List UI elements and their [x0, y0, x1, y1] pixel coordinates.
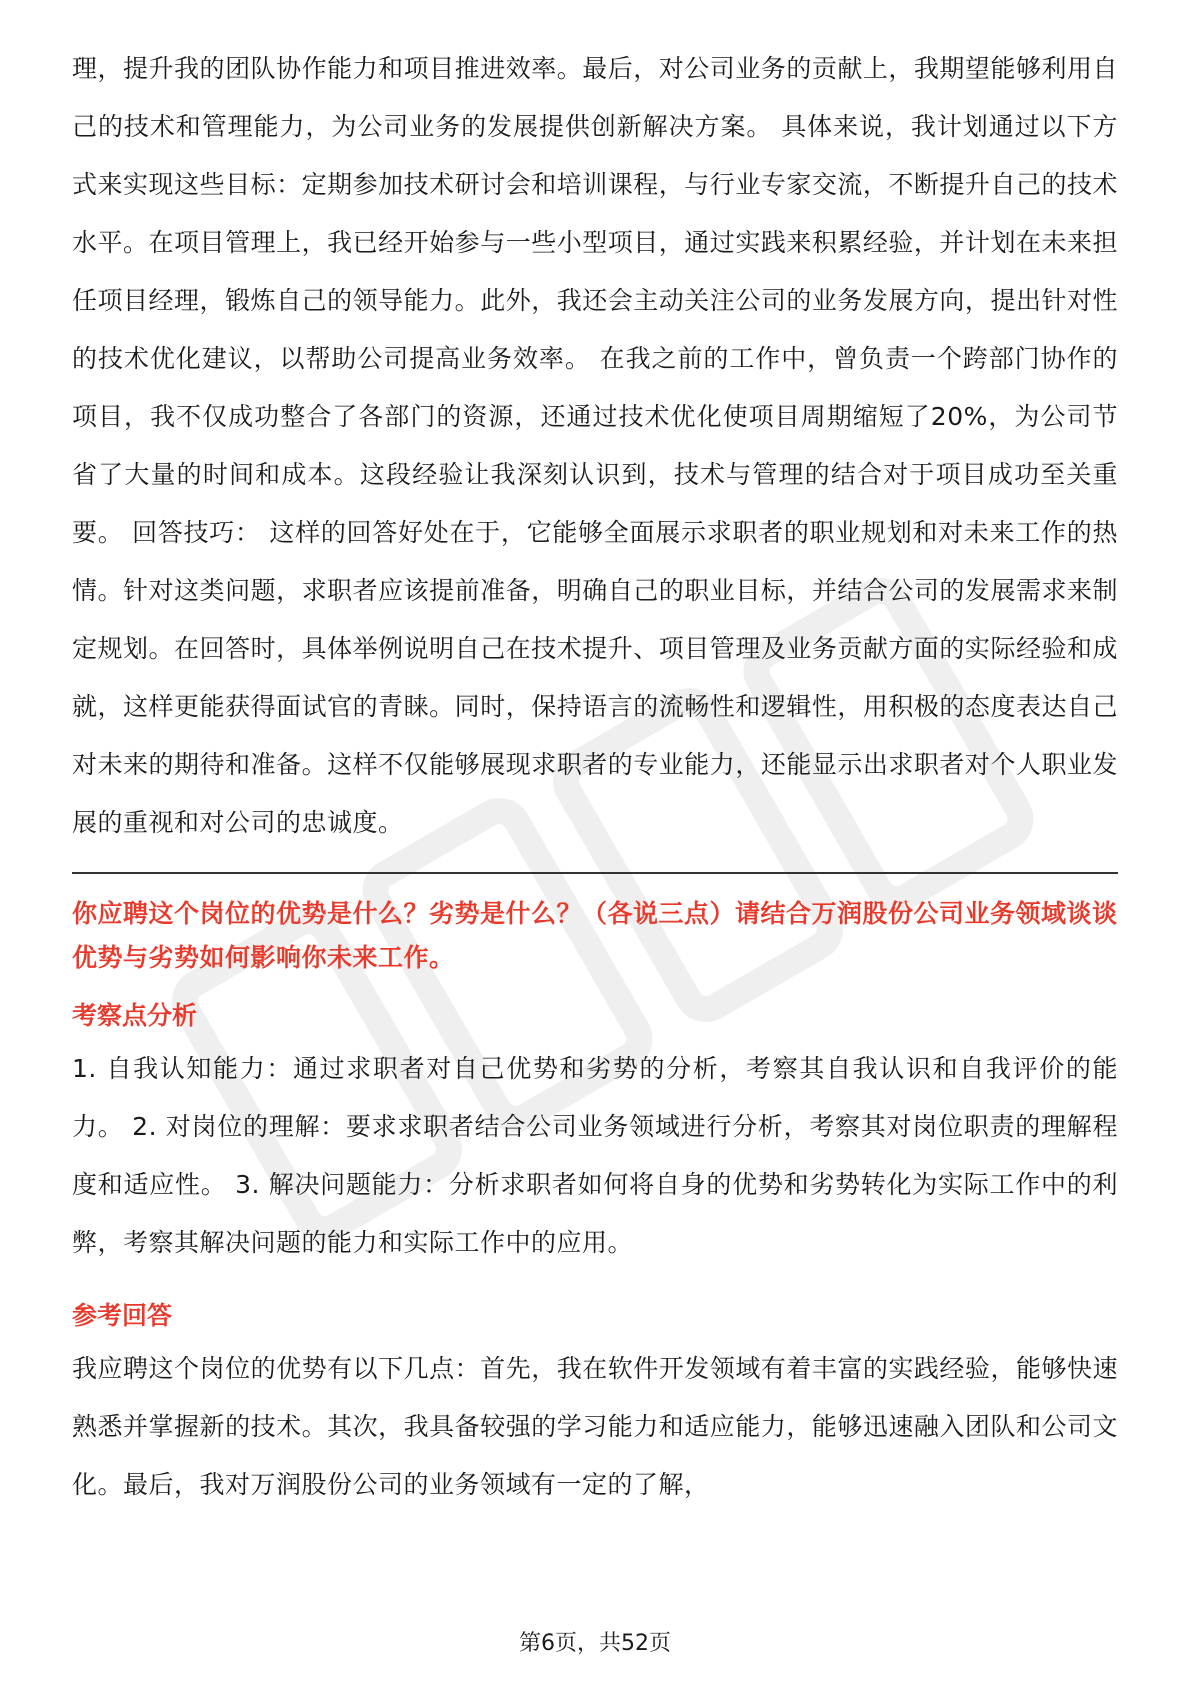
document-page	[72, 40, 1118, 1514]
question-title: 你应聘这个岗位的优势是什么？劣势是什么？（各说三点）请结合万润股份公司业务领域谈谈优势与劣势如何影响你未来工作。	[72, 899, 1118, 972]
section-divider	[72, 872, 1118, 874]
page-number: 第6页，共52页	[519, 1631, 671, 1656]
reference-paragraph: 我应聘这个岗位的优势有以下几点：首先，我在软件开发领域有着丰富的实践经验，能够快速熟悉并掌握新的技术。其次，我具备较强的学习能力和适应能力，能够迅速融入团队和公司文化。最后，我对万润股份公司的业务领域有一定的了解，	[72, 1354, 1118, 1499]
analysis-paragraph: 1. 自我认知能力：通过求职者对自己优势和劣势的分析，考察其自我认识和自我评价的能力。 2. 对岗位的理解：要求求职者结合公司业务领域进行分析，考察其对岗位职责的理解程度和适应性。 3. 解决问题能力：分析求职者如何将自身的优势和劣势转化为实际工作中的利弊，考察其解决问题的能力和实际工作中的应用。	[72, 1054, 1118, 1257]
reference-heading: 参考回答	[72, 1301, 173, 1330]
analysis-heading: 考察点分析	[72, 1001, 198, 1030]
body-paragraph: 理，提升我的团队协作能力和项目推进效率。最后，对公司业务的贡献上，我期望能够利用自己的技术和管理能力，为公司业务的发展提供创新解决方案。 具体来说，我计划通过以下方式来实现这些目标：定期参加技术研讨会和培训课程，与行业专家交流，不断提升自己的技术水平。在项目管理上，我已经开始参与一些小型项目，通过实践来积累经验，并计划在未来担任项目经理，锻炼自己的领导能力。此外，我还会主动关注公司的业务发展方向，提出针对性的技术优化建议，以帮助公司提高业务效率。 在我之前的工作中，曾负责一个跨部门协作的项目，我不仅成功整合了各部门的资源，还通过技术优化使项目周期缩短了20%，为公司节省了大量的时间和成本。这段经验让我深刻认识到，技术与管理的结合对于项目成功至关重要。 回答技巧： 这样的回答好处在于，它能够全面展示求职者的职业规划和对未来工作的热情。针对这类问题，求职者应该提前准备，明确自己的职业目标，并结合公司的发展需求来制定规划。在回答时，具体举例说明自己在技术提升、项目管理及业务贡献方面的实际经验和成就，这样更能获得面试官的青睐。同时，保持语言的流畅性和逻辑性，用积极的态度表达自己对未来的期待和准备。这样不仅能够展现求职者的专业能力，还能显示出求职者对个人职业发展的重视和对公司的忠诚度。	[72, 54, 1118, 837]
